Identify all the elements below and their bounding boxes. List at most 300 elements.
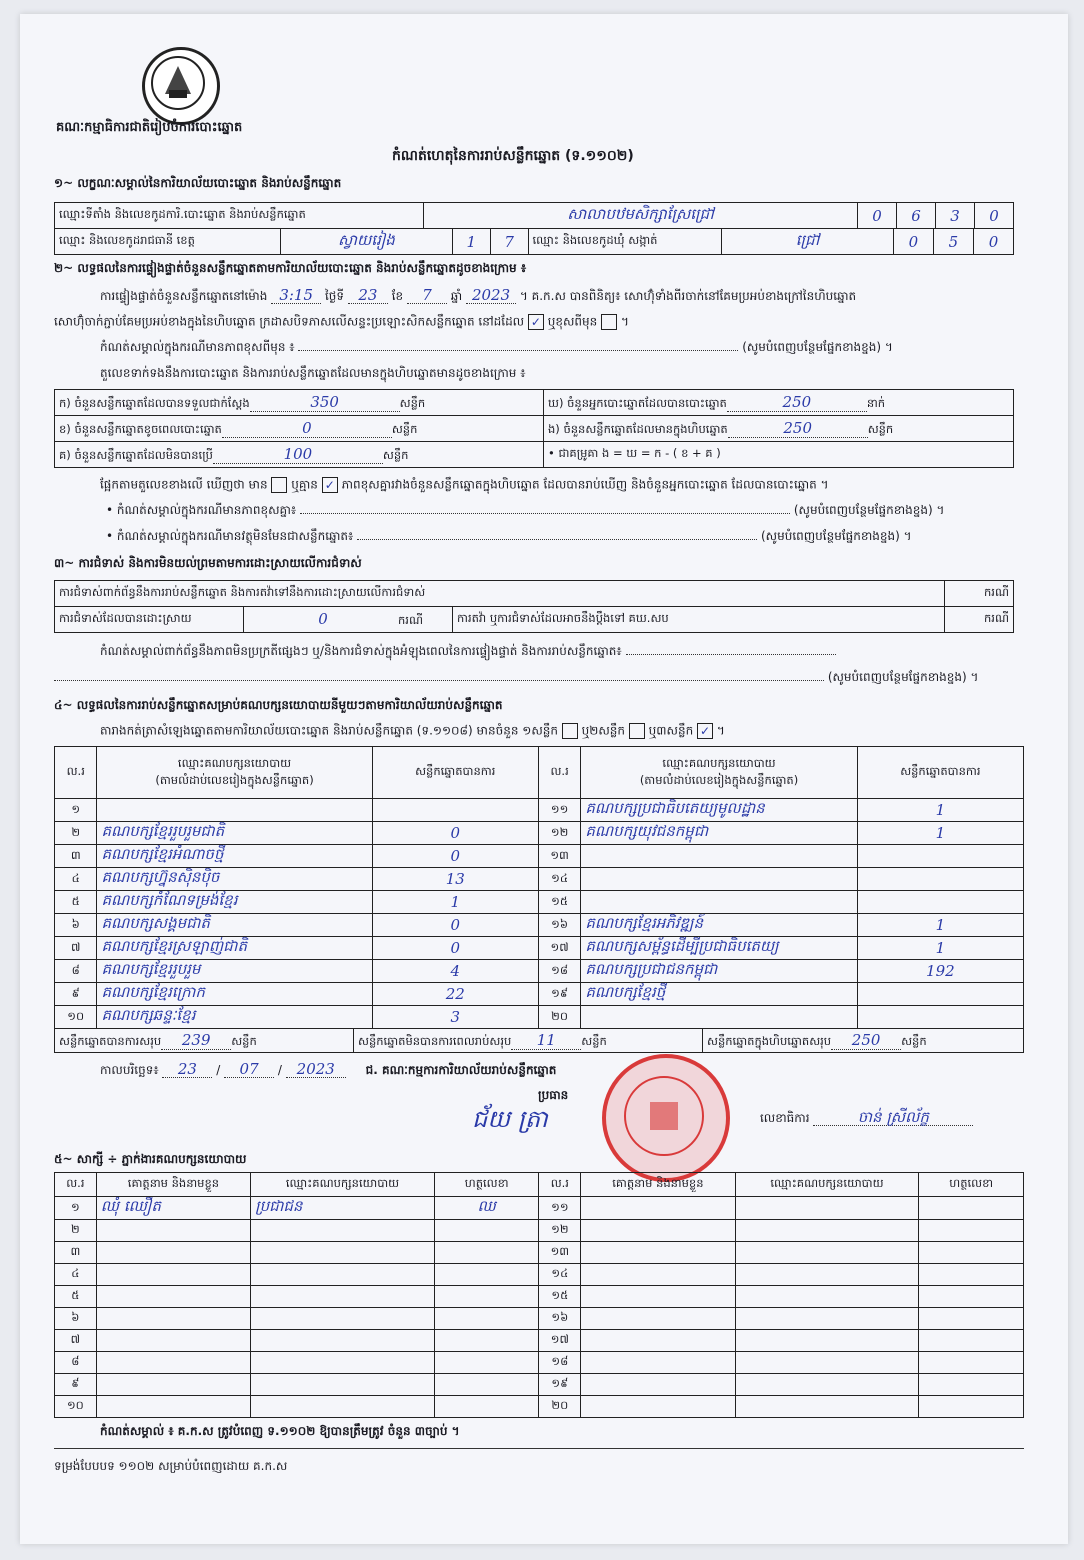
witness-party <box>251 1242 435 1264</box>
party-votes: 192 <box>857 960 1023 983</box>
text: ។ <box>620 314 629 329</box>
text: គ) ចំនួនសន្លឹកឆ្នោតដែលមិនបានប្រើ <box>59 447 213 462</box>
witness-name <box>581 1396 735 1418</box>
time-value: 3:15 <box>271 288 321 304</box>
emblem-icon <box>142 47 220 125</box>
witness-signature <box>919 1197 1024 1220</box>
witness-party <box>735 1330 919 1352</box>
unit: សន្លឹក <box>901 1033 927 1048</box>
code-cell: 7 <box>490 229 528 255</box>
row-number: ១៨ <box>538 960 580 983</box>
sheets1-checkbox[interactable] <box>562 723 578 739</box>
party-name: គណបក្សខ្មែរថ្មី <box>581 983 857 1006</box>
table-row <box>55 1308 1024 1330</box>
party-votes: 22 <box>372 983 538 1006</box>
witness-signature <box>434 1330 539 1352</box>
unit: សន្លឹក <box>231 1033 257 1048</box>
irregularity-note-line2 <box>54 670 978 685</box>
text: សន្លឹកឆ្នោតមិនបានការពេលរាប់សរុប <box>358 1033 512 1048</box>
col-party: ឈ្មោះគណបក្សនយោបាយ <box>735 1173 919 1197</box>
unit: សន្លឹក <box>382 447 409 462</box>
table-row <box>55 822 1024 845</box>
text: កំណត់សម្គាល់ពាក់ព័ន្ធនឹងភាពមិនប្រក្រតីផ្សេងៗ ឬ/និងការជំទាស់ក្នុងអំឡុងពេលនៃការផ្ទៀងផ្ទាត់ និងការរាប់សន្លឹកឆ្នោត៖ <box>100 644 622 658</box>
form-page <box>20 14 1068 1544</box>
row-number: ២ <box>55 822 97 845</box>
witness-party <box>735 1396 919 1418</box>
foreign-object-note <box>106 529 912 544</box>
col-party <box>97 747 372 799</box>
table-row <box>55 1352 1024 1374</box>
province-value: ស្វាយរៀង <box>280 229 452 255</box>
total-valid <box>55 1029 354 1053</box>
witness-signature <box>919 1396 1024 1418</box>
province-label: ឈ្មោះ និងលេខកូដរាជធានី ខេត្ត <box>55 229 281 255</box>
party-votes <box>857 983 1023 1006</box>
col-party: ឈ្មោះគណបក្សនយោបាយ <box>251 1173 435 1197</box>
row-number: ៥ <box>55 1286 97 1308</box>
discrepancy-line <box>100 477 829 493</box>
witness-name <box>96 1308 250 1330</box>
text: សន្លឹកឆ្នោតក្នុងហិបឆ្នោតសរុប <box>707 1033 832 1048</box>
unused-value: 100 <box>213 445 383 464</box>
table-row <box>55 1286 1024 1308</box>
party-votes <box>372 799 538 822</box>
total-in-box-value: 250 <box>831 1031 901 1050</box>
in-box-row <box>544 416 1014 442</box>
text: ។ <box>716 723 725 738</box>
sheets3-checkbox[interactable]: ✓ <box>697 723 713 739</box>
party-name: គណបក្សខ្មែររួបរួមជាតិ <box>97 822 372 845</box>
witness-signature <box>919 1308 1024 1330</box>
witness-table <box>54 1172 1024 1418</box>
row-number: ១០ <box>55 1396 97 1418</box>
table-row <box>55 1197 1024 1220</box>
year-value: 2023 <box>466 288 516 304</box>
date-month: 07 <box>224 1062 274 1078</box>
unit: ករណី <box>398 612 423 627</box>
code-cell: 0 <box>973 229 1013 255</box>
table-row <box>55 1374 1024 1396</box>
witness-name <box>581 1242 735 1264</box>
table-row <box>55 1264 1024 1286</box>
station-id-table <box>54 202 1014 229</box>
table-row <box>55 1006 1024 1029</box>
witness-party <box>251 1220 435 1242</box>
row-number: ១៣ <box>539 1242 581 1264</box>
text: • កំណត់សម្គាល់ក្នុងករណីមានភាពខុសគ្នា៖ <box>106 503 297 517</box>
witness-name <box>96 1286 250 1308</box>
witness-name <box>581 1220 735 1242</box>
party-name <box>581 868 857 891</box>
col-no: ល.រ <box>55 1173 97 1197</box>
text: ជ. គណៈកម្មការការិយាល័យរាប់សន្លឹកឆ្នោត <box>365 1063 557 1077</box>
party-name: គណបក្សប្រជាធិបតេយ្យមូលដ្ឋាន <box>581 799 857 822</box>
section5-heading: ៥~ សាក្សី ÷ ភ្នាក់ងារគណបក្សនយោបាយ <box>54 1152 247 1166</box>
col-votes: សន្លឹកឆ្នោតបានការ <box>372 747 538 799</box>
witness-signature <box>919 1330 1024 1352</box>
has-diff-checkbox[interactable] <box>271 477 287 493</box>
secretary-line <box>760 1110 973 1126</box>
party-name: គណបក្សកំណែទម្រង់ខ្មែរ <box>97 891 372 914</box>
party-name: គណបក្សសម្ព័ន្ធដើម្បីប្រជាធិបតេយ្យ <box>581 937 857 960</box>
witness-signature <box>434 1242 539 1264</box>
witness-name <box>96 1220 250 1242</box>
row-number: ១៨ <box>539 1352 581 1374</box>
party-votes: 3 <box>372 1006 538 1029</box>
col-no: ល.រ <box>539 1173 581 1197</box>
verification-line1 <box>100 288 856 304</box>
tally-sheets-line <box>100 723 725 739</box>
row-number: ៥ <box>55 891 97 914</box>
day-value: 23 <box>348 288 388 304</box>
text: ខ) ចំនួនសន្លឹកឆ្នោតខូចពេលបោះឆ្នោត <box>59 421 222 436</box>
witness-name <box>96 1352 250 1374</box>
unit: សន្លឹក <box>391 421 418 436</box>
total-invalid-value: 11 <box>511 1031 581 1050</box>
witness-name <box>96 1330 250 1352</box>
row-number: ១៩ <box>538 983 580 1006</box>
text: ឃ) ចំនួនអ្នកបោះឆ្នោតដែលបានបោះឆ្នោត <box>548 395 727 410</box>
code-cell: 0 <box>858 203 897 229</box>
row-number: ១១ <box>539 1197 581 1220</box>
witness-party <box>251 1374 435 1396</box>
row-number: ១២ <box>538 822 580 845</box>
text: ឬ២សន្លឹក <box>581 723 626 738</box>
row-number: ១៧ <box>538 937 580 960</box>
row-number: ៨ <box>55 1352 97 1374</box>
party-votes: 1 <box>857 914 1023 937</box>
party-name <box>97 799 372 822</box>
spoiled-value: 0 <box>222 419 392 438</box>
table-row <box>55 799 1024 822</box>
station-value: សាលាបឋមសិក្សាស្រែជ្រៅ <box>424 203 858 229</box>
party-name: គណបក្សខ្មែរអំណាចថ្មី <box>97 845 372 868</box>
text: ឬ៣សន្លឹក <box>648 723 694 738</box>
unit: សន្លឹក <box>581 1033 607 1048</box>
note-line[interactable] <box>300 513 790 514</box>
received-row <box>55 390 544 416</box>
col-party <box>581 747 857 799</box>
witness-name <box>581 1264 735 1286</box>
party-name: គណបក្សខ្មែរស្រឡាញ់ជាតិ <box>97 937 372 960</box>
text: ថ្ងៃទី <box>325 289 345 303</box>
difference-note <box>100 340 893 355</box>
witness-party <box>251 1330 435 1352</box>
no-diff-checkbox[interactable]: ✓ <box>322 477 338 493</box>
witness-name <box>581 1374 735 1396</box>
text: (តាមលំដាប់លេខរៀងក្នុងសន្លឹកឆ្នោត) <box>155 772 314 787</box>
note-line[interactable] <box>54 680 824 681</box>
table-row <box>55 983 1024 1006</box>
unit: នាក់ <box>866 395 886 410</box>
row-number: ១ <box>55 799 97 822</box>
table-row <box>55 937 1024 960</box>
voters-row <box>544 390 1014 416</box>
witness-signature <box>919 1242 1024 1264</box>
text: ឬខុសពីមុន <box>547 314 598 329</box>
party-name: គណបក្សខ្មែរក្រោក <box>97 983 372 1006</box>
total-invalid <box>354 1029 703 1053</box>
party-votes: 1 <box>857 937 1023 960</box>
row-number: ១៦ <box>538 914 580 937</box>
committee-name: គណៈកម្មាធិការជាតិរៀបចំការបោះឆ្នោត <box>56 120 243 135</box>
row-number: ៩ <box>55 1374 97 1396</box>
text: ឆ្នាំ <box>450 289 463 303</box>
received-value: 350 <box>250 393 400 412</box>
objection-label: ការជំទាស់ពាក់ព័ន្ធនឹងការរាប់សន្លឹកឆ្នោត និងការតវ៉ាទៅនឹងការដោះស្រាយលើការជំទាស់ <box>55 581 945 607</box>
table-row <box>55 914 1024 937</box>
text: ផ្អែកតាមតួលេខខាងលើ ឃើញថា មាន <box>100 477 268 492</box>
party-name: គណបក្សខ្មែររួបរួម <box>97 960 372 983</box>
witness-signature <box>919 1374 1024 1396</box>
president-signature: ជ័យ ត្រា <box>472 1105 548 1133</box>
same-checkbox[interactable]: ✓ <box>528 314 544 330</box>
row-number: ២ <box>55 1220 97 1242</box>
witness-signature <box>919 1264 1024 1286</box>
witness-party <box>251 1286 435 1308</box>
col-name: គោត្តនាម និងនាមខ្លួន <box>581 1173 735 1197</box>
witness-party <box>735 1308 919 1330</box>
witness-party <box>735 1220 919 1242</box>
witness-party <box>735 1197 919 1220</box>
witness-signature: ឈ <box>434 1197 539 1220</box>
row-number: ១១ <box>538 799 580 822</box>
row-number: ៤ <box>55 1264 97 1286</box>
row-number: ១៤ <box>538 868 580 891</box>
party-name: គណបក្សខ្មែរអភិវឌ្ឍន៍ <box>581 914 857 937</box>
row-number: ២០ <box>538 1006 580 1029</box>
col-no: ល.រ <box>55 747 97 799</box>
appeal-label: ការតវ៉ា ឬការជំទាស់ដែលអាចនឹងប្តឹងទៅ គឃ.សប <box>453 607 945 633</box>
party-votes: 0 <box>372 937 538 960</box>
party-votes <box>857 1006 1023 1029</box>
row-number: ១៤ <box>539 1264 581 1286</box>
witness-name <box>581 1286 735 1308</box>
in-box-value: 250 <box>728 419 868 438</box>
text: ខែ <box>391 289 404 303</box>
text: ក) ចំនួនសន្លឹកឆ្នោតដែលបានទទួលជាក់ស្តែង <box>59 395 250 410</box>
resolved-value: 0 <box>318 609 328 628</box>
table-row <box>55 845 1024 868</box>
witness-party <box>251 1396 435 1418</box>
row-number: ១៧ <box>539 1330 581 1352</box>
sheets2-checkbox[interactable] <box>629 723 645 739</box>
row-number: ៣ <box>55 845 97 868</box>
official-seal-icon <box>602 1054 730 1182</box>
province-table <box>54 228 1014 255</box>
station-label: ឈ្មោះទីតាំង និងលេខកូដការិ.បោះឆ្នោត និងរាប់សន្លឹកឆ្នោត <box>55 203 424 229</box>
text: លេខាធិការ <box>760 1111 810 1125</box>
code-cell: 6 <box>897 203 936 229</box>
row-number: ១២ <box>539 1220 581 1242</box>
witness-name <box>581 1308 735 1330</box>
party-votes: 0 <box>372 845 538 868</box>
commune-value: ជ្រៅ <box>722 229 894 255</box>
section3-heading: ៣~ ការជំទាស់ និងការមិនយល់ព្រមតាមការដោះស្រាយលើការជំទាស់ <box>54 556 362 570</box>
witness-party <box>735 1374 919 1396</box>
witness-party <box>735 1352 919 1374</box>
party-votes: 0 <box>372 914 538 937</box>
row-number: ៣ <box>55 1242 97 1264</box>
party-votes: 1 <box>857 799 1023 822</box>
section1-heading: ១~ លក្ខណៈសម្គាល់នៃការិយាល័យបោះឆ្នោត និងរាប់សន្លឹកឆ្នោត <box>54 176 342 190</box>
party-name: គណបក្សយុវជនកម្ពុជា <box>581 822 857 845</box>
text: សោហ៊ុំចាក់ភ្ជាប់គែមប្រអប់ខាងក្នុងនៃហិបឆ្នោត ក្រដាសបិទភាសលើសន្ទះប្រឡោះសិកសន្លឹកឆ្នោត នៅដដែល <box>54 314 525 329</box>
irregularity-note <box>100 644 836 659</box>
unit: ករណី <box>945 607 1014 633</box>
witness-signature <box>919 1220 1024 1242</box>
party-votes: 0 <box>372 822 538 845</box>
text: ឈ្មោះគណបក្សនយោបាយ <box>177 755 292 770</box>
table-row <box>55 1242 1024 1264</box>
text: កាលបរិច្ឆេទ៖ <box>100 1063 159 1077</box>
date-day: 23 <box>162 1062 212 1078</box>
code-cell: 0 <box>893 229 933 255</box>
text: សន្លឹកឆ្នោតបានការសរុប <box>59 1033 162 1048</box>
col-no: ល.រ <box>538 747 580 799</box>
witness-party <box>251 1264 435 1286</box>
witness-name: ឈុំ ឈឿត <box>96 1197 250 1220</box>
section2-heading: ២~ លទ្ធផលនៃការផ្ទៀងផ្ទាត់ចំនួនសន្លឹកឆ្នោតតាមការិយាល័យបោះឆ្នោត និងរាប់សន្លឹកឆ្នោតដូចខាងក្រោម ៖ <box>54 261 527 275</box>
form-title: កំណត់ហេតុនៃការរាប់សន្លឹកឆ្នោត (ទ.១១០២) <box>392 148 634 164</box>
witness-name <box>96 1264 250 1286</box>
row-number: ២០ <box>539 1396 581 1418</box>
witness-signature <box>434 1374 539 1396</box>
party-name: គណបក្សឆន្ទៈខ្មែរ <box>97 1006 372 1029</box>
row-number: ៧ <box>55 1330 97 1352</box>
table-row <box>55 1396 1024 1418</box>
verification-line2 <box>54 314 629 330</box>
row-number: ១៣ <box>538 845 580 868</box>
different-checkbox[interactable] <box>601 314 617 330</box>
text: តារាងកត់ត្រាសំឡេងឆ្នោតតាមការិយាល័យបោះឆ្នោត និងរាប់សន្លឹកឆ្នោត (ទ.១១០៨) មានចំនួន ១សន្លឹក <box>100 723 558 738</box>
total-valid-value: 239 <box>161 1031 231 1050</box>
resolved-cell <box>244 607 453 633</box>
code-cell: 1 <box>452 229 490 255</box>
witness-signature <box>919 1286 1024 1308</box>
row-number: ៨ <box>55 960 97 983</box>
objections-table <box>54 580 1014 633</box>
text: ឈ្មោះគណបក្សនយោបាយ <box>662 755 776 770</box>
party-votes <box>857 845 1023 868</box>
president-label: ប្រធាន <box>538 1088 569 1102</box>
date-year: 2023 <box>286 1062 346 1078</box>
witness-party <box>251 1308 435 1330</box>
party-votes <box>857 868 1023 891</box>
row-number: ១៥ <box>539 1286 581 1308</box>
witness-signature <box>434 1286 539 1308</box>
text: (សូមបំពេញបន្ថែមផ្នែកខាងខ្នង) ។ <box>793 503 945 517</box>
party-name <box>581 1006 857 1029</box>
table-row <box>55 1330 1024 1352</box>
party-name: គណបក្សសង្គមជាតិ <box>97 914 372 937</box>
results-table <box>54 746 1024 1029</box>
unit: សន្លឹក <box>867 421 894 436</box>
row-number: ១៩ <box>539 1374 581 1396</box>
col-sign: ហត្ថលេខា <box>434 1173 539 1197</box>
witness-party <box>735 1286 919 1308</box>
code-cell: 3 <box>936 203 975 229</box>
witness-name <box>96 1242 250 1264</box>
witness-signature <box>434 1308 539 1330</box>
witness-party: ប្រជាជន <box>251 1197 435 1220</box>
witness-party <box>735 1264 919 1286</box>
text: (តាមលំដាប់លេខរៀងក្នុងសន្លឹកឆ្នោត) <box>639 772 799 787</box>
note-line[interactable] <box>626 654 836 655</box>
witness-name <box>581 1197 735 1220</box>
text: ភាពខុសគ្នារវាងចំនួនសន្លឹកឆ្នោតក្នុងហិបឆ្នោត ដែលបានរាប់ឃើញ និងចំនួនអ្នកបោះឆ្នោត ដែលបានបោះឆ្នោត ។ <box>341 477 829 492</box>
witness-signature <box>434 1264 539 1286</box>
col-sign: ហត្ថលេខា <box>919 1173 1024 1197</box>
party-name <box>581 891 857 914</box>
code-cell: 0 <box>975 203 1014 229</box>
section4-heading: ៤~ លទ្ធផលនៃការរាប់សន្លឹកឆ្នោតសម្រាប់គណបក្សនយោបាយនីមួយៗតាមការិយាល័យរាប់សន្លឹកឆ្នោត <box>54 698 503 712</box>
text: (សូមបំពេញបន្ថែមផ្នែកខាងខ្នង) ។ <box>760 529 912 543</box>
party-votes: 13 <box>372 868 538 891</box>
totals-table <box>54 1028 1024 1053</box>
spoiled-row <box>55 416 544 442</box>
text: កំណត់សម្គាល់ក្នុងករណីមានភាពខុសពីមុន ៖ <box>100 340 295 354</box>
col-votes: សន្លឹកឆ្នោតបានការ <box>857 747 1023 799</box>
secretary-signature: ចាន់ ស្រីល័ក្ខ <box>813 1110 973 1126</box>
row-number: ១៦ <box>539 1308 581 1330</box>
month-value: 7 <box>407 288 447 304</box>
table-row <box>55 891 1024 914</box>
ballot-figures-table <box>54 389 1014 468</box>
unused-row <box>55 442 544 468</box>
witness-name <box>96 1396 250 1418</box>
party-votes: 1 <box>857 822 1023 845</box>
party-votes: 1 <box>372 891 538 914</box>
row-number: ៩ <box>55 983 97 1006</box>
diff-note <box>106 503 944 518</box>
table-row <box>55 1220 1024 1242</box>
note-line[interactable] <box>357 539 757 540</box>
witness-name <box>581 1330 735 1352</box>
row-number: ៤ <box>55 868 97 891</box>
total-in-box <box>703 1029 1024 1053</box>
voters-value: 250 <box>727 393 867 412</box>
table-row <box>55 868 1024 891</box>
text: (សូមបំពេញបន្ថែមផ្នែកខាងខ្នង) ។ <box>827 670 979 684</box>
bottom-note: កំណត់សម្គាល់ ៖ គ.ក.ស ត្រូវបំពេញ ទ.១១០២ ឱ្យបានត្រឹមត្រូវ ចំនួន ៣ច្បាប់ ។ <box>100 1424 460 1438</box>
text: (សូមបំពេញបន្ថែមផ្នែកខាងខ្នង) ។ <box>742 340 893 354</box>
witness-signature <box>434 1396 539 1418</box>
formula: • ជាគម្រូគា ង = ឃ = ក - ( ខ + គ ) <box>544 442 1014 468</box>
witness-name <box>581 1352 735 1374</box>
row-number: ៦ <box>55 1308 97 1330</box>
unit: សន្លឹក <box>399 395 426 410</box>
row-number: ៦ <box>55 914 97 937</box>
resolved-label: ការជំទាស់ដែលបានដោះស្រាយ <box>55 607 244 633</box>
row-number: ១០ <box>55 1006 97 1029</box>
code-cell: 5 <box>933 229 973 255</box>
text: ។ គ.ក.ស បានពិនិត្យ៖ សោហ៊ុំទាំងពីរចាក់នៅគែមប្រអប់ខាងក្រៅនៃហិបឆ្នោត <box>519 289 857 303</box>
text: ង) ចំនួនសន្លឹកឆ្នោតដែលមានក្នុងហិបឆ្នោត <box>548 421 728 436</box>
unit: ករណី <box>945 581 1014 607</box>
party-name <box>581 845 857 868</box>
col-name: គោត្តនាម និងនាមខ្លួន <box>96 1173 250 1197</box>
party-name: គណបក្សហ្វ៊ុនស៊ិនប៉ិច <box>97 868 372 891</box>
party-name: គណបក្សប្រជាជនកម្ពុជា <box>581 960 857 983</box>
note-line[interactable] <box>298 350 738 351</box>
footer-text: ទម្រង់បែបបទ ១១០២ សម្រាប់បំពេញដោយ គ.ក.ស <box>54 1459 288 1473</box>
figures-intro: តួលេខទាក់ទងនឹងការបោះឆ្នោត និងការរាប់សន្លឹកឆ្នោតដែលមានក្នុងហិបឆ្នោតមានដូចខាងក្រោម ៖ <box>100 366 526 380</box>
row-number: ១ <box>55 1197 97 1220</box>
commune-label: ឈ្មោះ និងលេខកូដឃុំ សង្កាត់ <box>528 229 722 255</box>
witness-name <box>96 1374 250 1396</box>
divider <box>54 1448 1024 1449</box>
